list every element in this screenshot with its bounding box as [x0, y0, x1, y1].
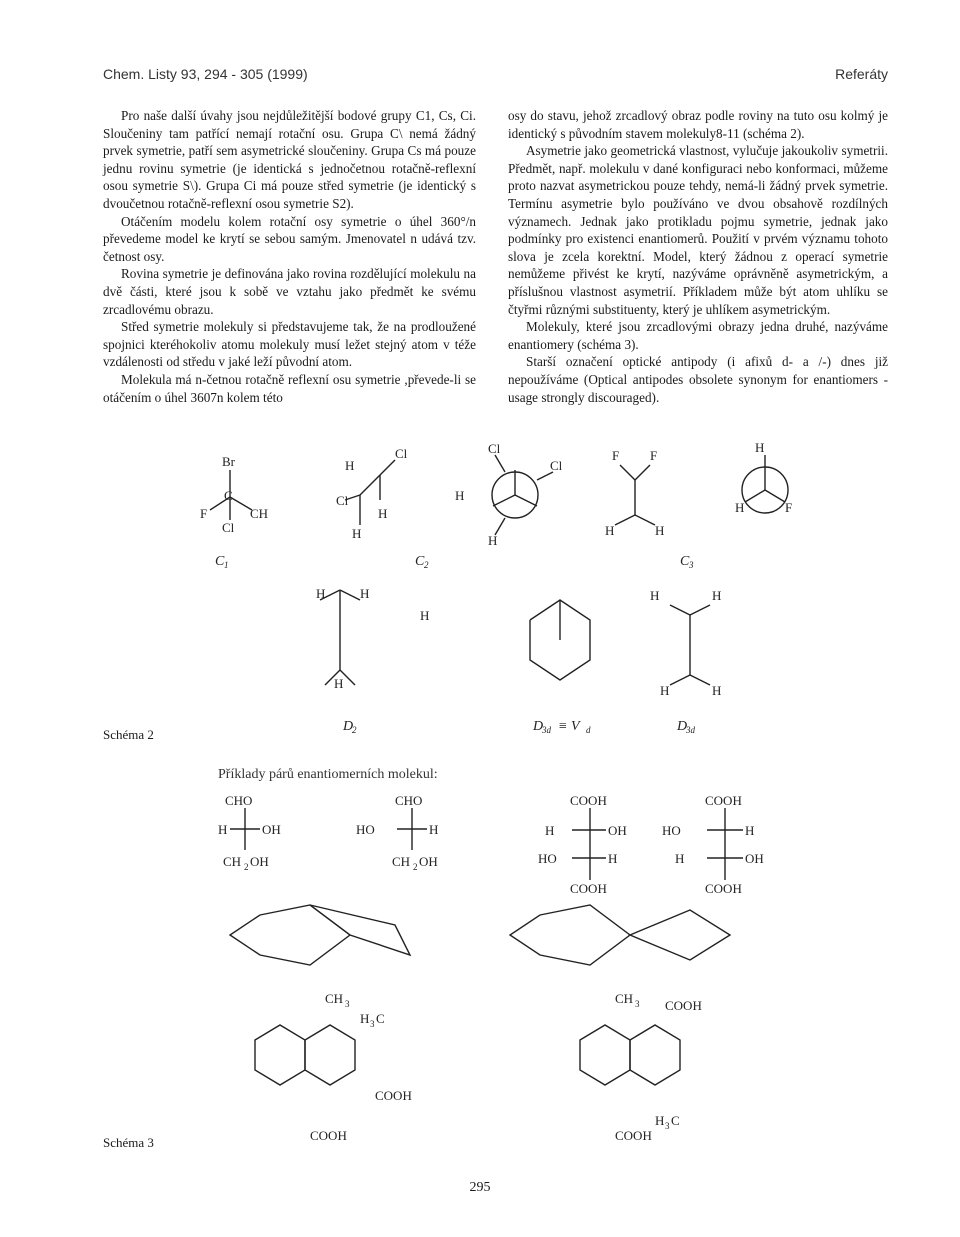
svg-text:3: 3 [370, 1019, 375, 1029]
svg-text:COOH: COOH [705, 881, 742, 896]
svg-text:3d: 3d [686, 725, 695, 735]
svg-text:COOH: COOH [570, 881, 607, 896]
svg-text:Cl: Cl [488, 441, 501, 456]
paragraph: osy do stavu, jehož zrcadlový obraz podle roviny na tuto osu kolmý je identický s původním stavem molekuly8-11 (schéma 2). [508, 108, 888, 141]
svg-text:H: H [655, 1113, 665, 1128]
svg-text:CH: CH [392, 854, 411, 869]
svg-text:H: H [429, 822, 439, 837]
svg-text:H: H [712, 588, 722, 603]
svg-text:COOH: COOH [375, 1088, 412, 1103]
svg-text:2: 2 [244, 862, 249, 872]
paragraph: Pro naše další úvahy jsou nejdůležitější bodové grupy C1, Cs, Ci. Sloučeniny tam patřící nemají rotační osu. Grupa C\ nemá žádný prvek symetrie, patří sem asymetrické sloučeniny. Grupa Cs má pouze jednu rovinu symetrie (je identická s jednočetnou rotačně-reflexní osou symetrie S\). Grupa Ci má pouze střed symetrie (je identický s dvoučetnou rotačně-reflexní osou symetrie S2). [103, 108, 476, 211]
svg-text:OH: OH [250, 854, 269, 869]
svg-text:H: H [316, 586, 326, 601]
group-label: C [215, 554, 225, 569]
paragraph: Molekuly, které jsou zrcadlovými obrazy jedna druhé, nazýváme enantiomery (schéma 3). [508, 319, 888, 352]
svg-text:H: H [605, 523, 615, 538]
svg-text:H: H [745, 823, 755, 838]
svg-text:OH: OH [745, 851, 764, 866]
svg-text:H: H [655, 523, 665, 538]
svg-text:H: H [660, 683, 670, 698]
svg-text:CH: CH [325, 991, 344, 1006]
paragraph: Otáčením modelu kolem rotační osy symetrie o úhel 360°/n převedeme model ke krytí se sebou samým. Jmenovatel n udává tzv. četnost osy. [103, 213, 476, 264]
svg-text:Br: Br [222, 454, 235, 469]
svg-text:CH: CH [250, 506, 269, 521]
svg-text:Cl: Cl [222, 520, 235, 535]
svg-text:OH: OH [608, 823, 627, 838]
svg-text:H: H [650, 588, 660, 603]
svg-text:F: F [612, 448, 620, 463]
journal-header: Chem. Listy 93, 294 - 305 (1999) [103, 66, 308, 82]
section-header: Referáty [835, 66, 888, 82]
svg-text:COOH: COOH [665, 998, 702, 1013]
svg-text:HO: HO [662, 823, 681, 838]
svg-text:H: H [735, 500, 745, 515]
scheme-3-label: Schéma 3 [103, 1135, 154, 1150]
scheme-2-label: Schéma 2 [103, 727, 154, 742]
paragraph: Střed symetrie molekuly si představujeme tak, že na prodloužené spojnici kteréhokoliv atomu molekuly musí ležet stejný atom v téže vzdálenosti od středu v jaké leží původní atom. [103, 319, 476, 370]
svg-text:OH: OH [419, 854, 438, 869]
svg-text:d: d [586, 725, 591, 735]
svg-text:3d: 3d [542, 725, 551, 735]
svg-text:CHO: CHO [395, 793, 423, 808]
svg-text:OH: OH [262, 822, 281, 837]
paragraph: Molekula má n-četnou rotačně reflexní osu symetrie ,převede-li se otáčením o úhel 3607n kolem této [103, 371, 476, 405]
svg-text:CH: CH [223, 854, 242, 869]
page-number: 295 [469, 1180, 491, 1195]
paragraph: Starší označení optické antipody (i afixů d- a /-) dnes již nepoužíváme (Optical antipodes obsolete synonym for enantiomers - usage strongly discouraged). [508, 354, 888, 405]
svg-text:COOH: COOH [310, 1128, 347, 1143]
svg-text:CH: CH [615, 991, 634, 1006]
svg-text:3: 3 [689, 560, 694, 570]
svg-text:H: H [420, 608, 430, 623]
svg-text:3: 3 [635, 999, 640, 1009]
svg-text:H: H [378, 506, 388, 521]
svg-text:H: H [360, 586, 370, 601]
group-label: D [677, 719, 688, 734]
svg-text:COOH: COOH [570, 793, 607, 808]
paragraph: Rovina symetrie je definována jako rovina rozdělující molekulu na dvě části, které jsou k sobě ve vztahu jako předmět ke svému zrcadlovému obrazu. [103, 266, 476, 317]
svg-text:H: H [360, 1011, 370, 1026]
svg-text:F: F [200, 506, 208, 521]
group-label: C [680, 554, 690, 569]
svg-text:2: 2 [413, 862, 418, 872]
svg-text:1: 1 [224, 560, 229, 570]
svg-text:COOH: COOH [705, 793, 742, 808]
svg-text:F: F [785, 500, 793, 515]
svg-text:H: H [712, 683, 722, 698]
svg-text:CHO: CHO [225, 793, 253, 808]
group-label: D [343, 719, 354, 734]
svg-text:H: H [345, 458, 355, 473]
svg-text:2: 2 [424, 560, 429, 570]
svg-text:H: H [545, 823, 555, 838]
svg-text:H: H [334, 676, 344, 691]
group-label: C [415, 554, 425, 569]
enantiomer-title: Příklady párů enantiomerních molekul: [218, 767, 438, 782]
svg-text:H: H [488, 533, 498, 548]
svg-text:H: H [755, 440, 765, 455]
svg-text:Cl: Cl [336, 493, 349, 508]
svg-text:COOH: COOH [615, 1128, 652, 1143]
svg-text:HO: HO [356, 822, 375, 837]
svg-text:Cl: Cl [550, 458, 563, 473]
svg-text:3: 3 [345, 999, 350, 1009]
svg-text:H: H [608, 851, 618, 866]
svg-text:2: 2 [352, 725, 357, 735]
svg-text:C: C [671, 1113, 680, 1128]
svg-text:H: H [675, 851, 685, 866]
svg-text:H: H [455, 488, 465, 503]
svg-text:H: H [218, 822, 228, 837]
group-label: D [533, 719, 544, 734]
paragraph: Asymetrie jako geometrická vlastnost, vylučuje jakoukoliv symetrii. Předmět, např. molekulu v dané konfiguraci nebo konformaci, můžeme proto nazvat asymetrickou pouze tehdy, nemá-li žádný prvek symetrie. Termínu asymetrie bylo používáno ve dvou obsahově rozdílných významech. Jednak jako protikladu pojmu symetrie, jednak jako podmínky pro existenci enantiomerů. Použití v prvém významu tohoto slova je zcela korektní. Model, který žádnou z operací symetrie nemůžeme přivést ke krytí, nazýváme oprávněně asymetrickým, a příslušnou vlastnost asymetrií. Příkladem může být atom uhlíku se čtyřmi různými substituenty, který je uhlíkem asymetrickým. [508, 143, 888, 317]
svg-text:F: F [650, 448, 658, 463]
svg-text:HO: HO [538, 851, 557, 866]
svg-text:≡ V: ≡ V [558, 719, 580, 734]
svg-text:C: C [376, 1011, 385, 1026]
svg-text:C: C [224, 488, 233, 503]
svg-text:Cl: Cl [395, 446, 408, 461]
svg-text:3: 3 [665, 1121, 670, 1131]
svg-text:H: H [352, 526, 362, 541]
